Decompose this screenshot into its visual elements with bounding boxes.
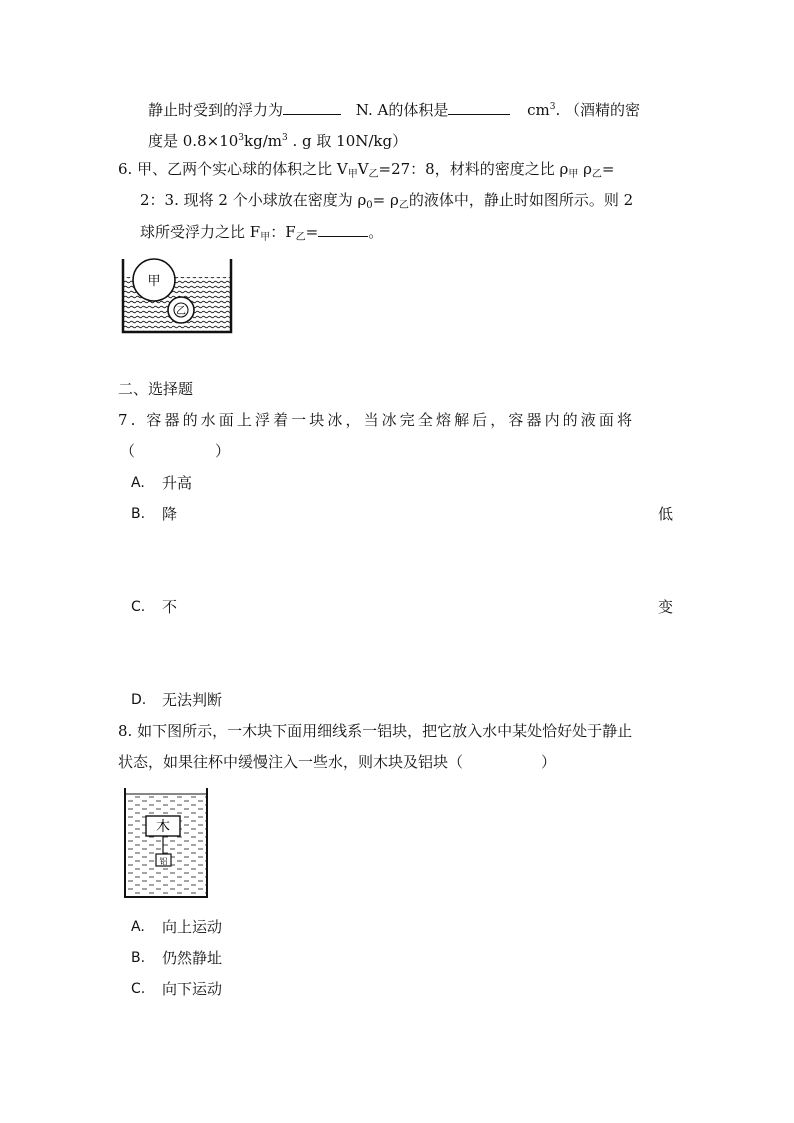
ball-jia-label: 甲	[147, 274, 161, 289]
q7-stem-1: 7. 容器的水面上浮着一块冰，当冰完全熔解后，容器内的液面将	[118, 411, 636, 429]
q5-text-g: . g 取 10N/kg）	[287, 132, 408, 150]
q6-text-f: 2：3. 现将 2 个小球放在密度为 ρ	[140, 191, 367, 209]
q5-line-2	[148, 127, 407, 152]
q6-sub-yi-4: 乙	[295, 232, 306, 243]
q6-text-e: =	[601, 160, 615, 178]
q6-line-3	[140, 220, 383, 249]
q6-sub-yi-1: 乙	[368, 169, 379, 180]
q7-option-a-text: 升高	[162, 474, 193, 492]
water-area	[125, 794, 207, 897]
q7-option-d-text: 无法判断	[162, 691, 223, 709]
q5-text-density: 度是 0.8×10	[148, 132, 239, 150]
q5-unit-cm-sup: 3	[549, 102, 556, 112]
q6-sub-jia-3: 甲	[260, 232, 271, 243]
q6-sub-yi-2: 乙	[591, 169, 602, 180]
q8-option-b-text: 仍然静址	[162, 949, 223, 967]
q6-line-2	[140, 189, 633, 217]
q7-option-c-text-left: 不	[162, 598, 178, 616]
q7-option-b-letter: B.	[131, 506, 146, 522]
q8-stem-2-text: 状态，如果往杯中缓慢注入一些水，则木块及铝块（	[118, 753, 464, 771]
q7-option-a-letter: A.	[131, 475, 145, 491]
q5-text-volume: N. A的体积是	[355, 101, 449, 119]
q5-density-unit-sup: 3	[281, 133, 288, 143]
q6-text-h: 的液体中，静止时如图所示。则 2	[408, 191, 634, 209]
q8-option-c-letter: C.	[131, 981, 146, 997]
q8-option-b-letter: B.	[131, 950, 146, 966]
q6-text-l: 。	[368, 223, 384, 241]
q8-paren-close: ）	[541, 753, 557, 771]
q5-line-1	[148, 96, 640, 121]
q8-option-a-letter: A.	[131, 919, 145, 935]
q6-figure	[118, 255, 236, 335]
q7-option-d-letter: D.	[131, 692, 147, 708]
q5-text-alcohol: . （酒精的密	[555, 101, 641, 119]
q5-blank-volume	[448, 98, 510, 115]
q8-stem-1: 8. 如下图所示，一木块下面用细线系一铝块，把它放入水中某处恰好处于静止	[118, 722, 633, 740]
q7-option-b-text-right: 低	[658, 505, 674, 523]
q6-text-a: 6. 甲、乙两个实心球的体积之比 V	[118, 160, 348, 178]
q6-sub-0: 0	[366, 200, 373, 211]
q6-text-j: ：F	[270, 223, 296, 241]
q7-option-c-letter: C.	[131, 599, 146, 615]
q6-text-d: ρ	[578, 160, 592, 178]
q6-sub-yi-3: 乙	[398, 200, 409, 211]
q7-option-c-text-right: 变	[658, 598, 674, 616]
q5-unit-cm: cm	[527, 101, 550, 119]
q8-stem-2	[118, 751, 556, 773]
q8-option-c-text: 向下运动	[162, 980, 223, 998]
q6-text-g: = ρ	[372, 191, 399, 209]
q6-line-1	[118, 158, 615, 186]
q5-text-buoyancy: 静止时受到的浮力为	[148, 101, 284, 119]
q7-option-b-text-left: 降	[162, 505, 178, 523]
q7-stem-2	[120, 440, 230, 462]
q5-blank-buoyancy	[283, 98, 341, 115]
q5-density-unit: kg/m	[244, 132, 282, 150]
q6-sub-jia-1: 甲	[347, 169, 358, 180]
q7-paren-open: （	[120, 442, 136, 460]
q7-paren-close: ）	[215, 442, 231, 460]
al-label: 铝	[159, 857, 168, 866]
q8-option-a-text: 向上运动	[162, 918, 223, 936]
section-title: 二、选择题	[118, 380, 194, 398]
wood-label: 木	[156, 819, 170, 835]
q6-blank-ratio	[318, 220, 368, 237]
q8-figure	[120, 786, 212, 900]
q5-density-sup: 3	[238, 133, 245, 143]
q6-text-i: 球所受浮力之比 F	[140, 223, 261, 241]
q6-text-k: =	[305, 223, 319, 241]
q6-text-b: V	[357, 160, 369, 178]
ball-yi-label: 乙	[176, 306, 186, 317]
q6-sub-jia-2: 甲	[568, 169, 579, 180]
q6-text-c: =27：8，材料的密度之比 ρ	[378, 160, 569, 178]
